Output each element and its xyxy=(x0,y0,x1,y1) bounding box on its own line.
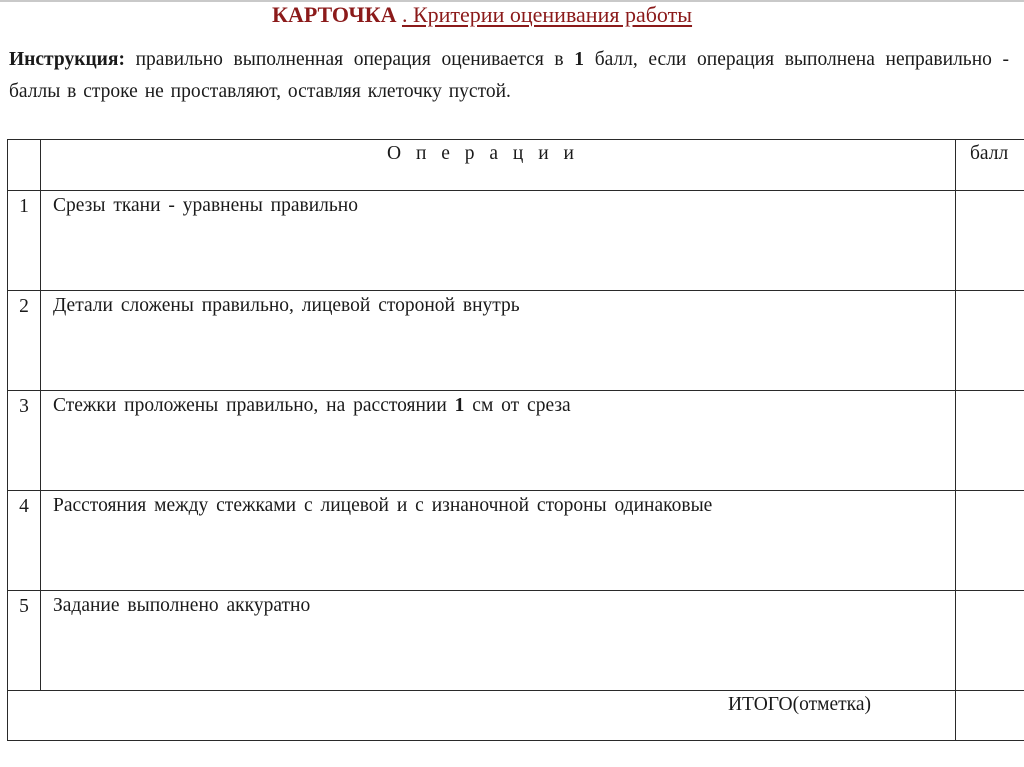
instruction-paragraph xyxy=(9,44,1009,108)
title-bold: КАРТОЧКА xyxy=(272,2,397,27)
total-score-cell[interactable] xyxy=(956,691,1024,741)
table-row xyxy=(8,291,1024,391)
table-row xyxy=(8,391,1024,491)
header-score: балл xyxy=(970,143,1009,164)
row-number-cell xyxy=(8,591,41,691)
instruction-text-before: правильно выполненная операция оценивается в xyxy=(135,49,564,70)
instruction-text-after: балл, если операция выполнена неправильно - баллы в строке не проставляют, оставляя клеточку пустой. xyxy=(9,49,1010,102)
row-operation-cell xyxy=(41,191,956,291)
row-operation-cell xyxy=(41,291,956,391)
total-label: ИТОГО(отметка) xyxy=(727,694,871,715)
score-cell[interactable] xyxy=(956,191,1024,291)
score-cell[interactable] xyxy=(956,291,1024,391)
instruction-label: Инструкция: xyxy=(9,49,125,70)
row-number: 4 xyxy=(19,496,29,517)
score-cell[interactable] xyxy=(956,491,1024,591)
row-operation-after: см от среза xyxy=(472,395,571,416)
row-operation: Детали сложены правильно, лицевой стороной внутрь xyxy=(53,295,520,316)
header-score-cell xyxy=(956,140,1024,191)
header-operations-cell xyxy=(41,140,956,191)
row-operation-bold: 1 xyxy=(454,395,465,416)
row-operation: Задание выполнено аккуратно xyxy=(53,595,311,616)
row-number-cell xyxy=(8,191,41,291)
table-row xyxy=(8,591,1024,691)
header-operations: О п е р а ц и и xyxy=(386,143,579,164)
table-header-row xyxy=(8,140,1024,191)
title-underlined: . Критерии оценивания работы xyxy=(401,2,693,27)
score-cell[interactable] xyxy=(956,391,1024,491)
row-operation-cell xyxy=(41,391,956,491)
row-number: 1 xyxy=(19,196,29,217)
row-operation xyxy=(41,391,955,417)
row-operation: Расстояния между стежками с лицевой и с изнаночной стороны одинаковые xyxy=(53,495,713,516)
row-number-cell xyxy=(8,291,41,391)
total-row xyxy=(8,691,1024,741)
row-number-cell xyxy=(8,391,41,491)
instruction-points: 1 xyxy=(574,49,585,70)
total-label-cell xyxy=(8,691,956,741)
score-cell[interactable] xyxy=(956,591,1024,691)
page-title xyxy=(272,2,692,28)
table-row xyxy=(8,491,1024,591)
row-number: 3 xyxy=(19,396,29,417)
header-number-cell xyxy=(8,140,41,191)
row-operation-before: Стежки проложены правильно, на расстоянии xyxy=(53,395,447,416)
criteria-table xyxy=(7,139,1024,741)
row-number: 5 xyxy=(19,596,29,617)
table-row xyxy=(8,191,1024,291)
row-number-cell xyxy=(8,491,41,591)
row-operation-cell xyxy=(41,591,956,691)
row-operation-cell xyxy=(41,491,956,591)
row-number: 2 xyxy=(19,296,29,317)
row-operation: Срезы ткани - уравнены правильно xyxy=(53,195,358,216)
